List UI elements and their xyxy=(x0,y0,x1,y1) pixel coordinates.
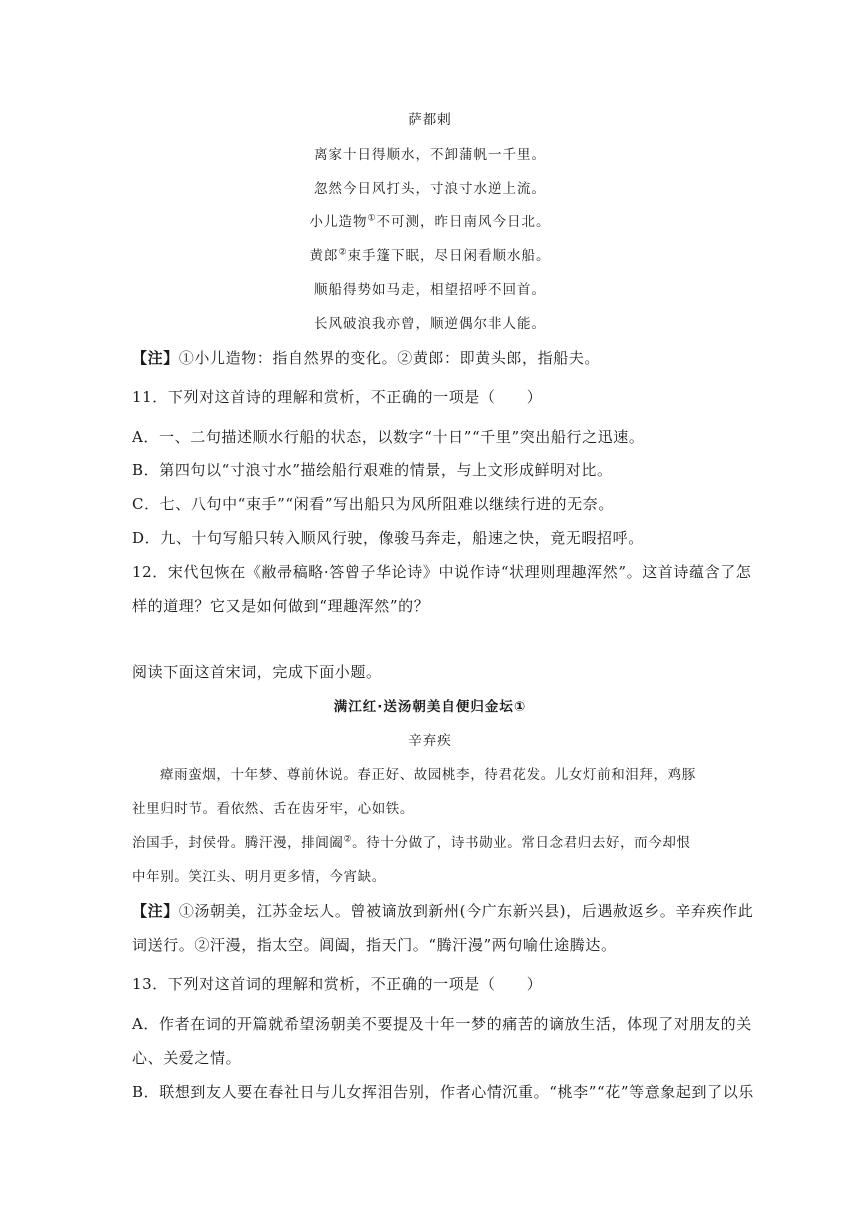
poem-line-6: 长风破浪我亦曾，顺逆偶尔非人能。 xyxy=(314,316,546,332)
question-11-stem: 11．下列对这首诗的理解和赏析，不正确的一项是（ ） xyxy=(132,388,543,406)
ci-note-label: 【注】 xyxy=(132,902,179,920)
footnote-marker-ci-2: ② xyxy=(343,834,353,845)
ci-note-text-1: ①汤朝美，江苏金坛人。曾被谪放到新州(今广东新兴县)，后遇赦返乡。辛弃疾作此 xyxy=(178,902,754,920)
ci-stanza-2-line-2: 中年别。笑江头、明月更多情，今宵缺。 xyxy=(132,869,386,885)
note-text: ①小儿造物：指自然界的变化。②黄郎：即黄头郎，指船夫。 xyxy=(178,349,601,367)
question-13-stem: 13．下列对这首词的理解和赏析，不正确的一项是（ ） xyxy=(132,975,543,993)
ci-note-line-1 xyxy=(132,901,753,921)
poem-line-3 xyxy=(0,212,860,232)
question-11-option-c: C．七、八句中“束手”“闲看”写出船只为风所阻难以继续行进的无奈。 xyxy=(132,495,614,513)
ci-note-line-2: 词送行。②汗漫，指太空。阊阖，指天门。“腾汗漫”两句喻仕途腾达。 xyxy=(132,936,617,954)
poem-author: 萨都剌 xyxy=(408,112,452,128)
poem-line-2: 忽然今日风打头，寸浪寸水逆上流。 xyxy=(314,181,546,197)
poem-line-1: 离家十日得顺水，不卸蒲帆一千里。 xyxy=(314,147,546,163)
question-11-option-d: D．九、十句写船只转入顺风行驶，像骏马奔走，船速之快，竟无暇招呼。 xyxy=(132,529,644,547)
poem-line-4-start: 黄郎 xyxy=(309,248,339,264)
question-13-option-a-line-1: A．作者在词的开篇就希望汤朝美不要提及十年一梦的痛苦的谪放生活，体现了对朋友的关 xyxy=(132,1015,752,1033)
question-13-option-a-line-2: 心、关爱之情。 xyxy=(132,1049,242,1067)
poem-line-4-end: 束手篷下眠，尽日闲看顺水船。 xyxy=(347,248,551,264)
poem-line-3-start: 小儿造物 xyxy=(309,214,368,230)
footnote-marker-2: ② xyxy=(338,247,348,258)
reading-instruction: 阅读下面这首宋词，完成下面小题。 xyxy=(132,663,382,681)
ci-title: 满江红·送汤朝美自便归金坛① xyxy=(333,699,527,715)
poem-line-3-end: 不可测，昨日南风今日北。 xyxy=(376,214,551,230)
question-12-line-2: 样的道理？它又是如何做到“理趣浑然”的？ xyxy=(132,597,430,615)
ci-stanza-1-line-2: 社里归时节。看依然、舌在齿牙牢，心如铁。 xyxy=(132,801,414,817)
poem-note xyxy=(132,348,600,368)
footnote-marker-1: ① xyxy=(367,213,377,224)
ci-stanza-2-line-1 xyxy=(132,833,691,853)
question-11-option-a: A．一、二句描述顺水行船的状态，以数字“十日”“千里”突出船行之迅速。 xyxy=(132,428,645,446)
ci-stanza-1-line-1: 瘴雨蛮烟，十年梦、尊前休说。春正好、故园桃李，待君花发。儿女灯前和泪拜，鸡豚 xyxy=(160,767,696,783)
question-12-line-1: 12．宋代包恢在《敝帚稿略·答曾子华论诗》中说作诗“状理则理趣浑然”。这首诗蕴含了怎 xyxy=(132,563,752,581)
poem-line-5: 顺船得势如马走，相望招呼不回首。 xyxy=(314,282,546,298)
question-13-option-b-line-1: B．联想到友人要在春社日与儿女挥泪告别，作者心情沉重。“桃李”“花”等意象起到了以乐 xyxy=(132,1083,754,1101)
ci-stanza-2-start: 治国手，封侯骨。腾汗漫，排阊阖 xyxy=(132,835,344,851)
question-11-option-b: B．第四句以“寸浪寸水”描绘船行艰难的情景，与上文形成鲜明对比。 xyxy=(132,461,613,479)
poem-line-4 xyxy=(0,246,860,266)
ci-author: 辛弃疾 xyxy=(408,733,452,749)
ci-stanza-2-cont: 。待十分做了，诗书勋业。常日念君归去好，而今却恨 xyxy=(352,835,691,851)
note-label: 【注】 xyxy=(132,349,179,367)
